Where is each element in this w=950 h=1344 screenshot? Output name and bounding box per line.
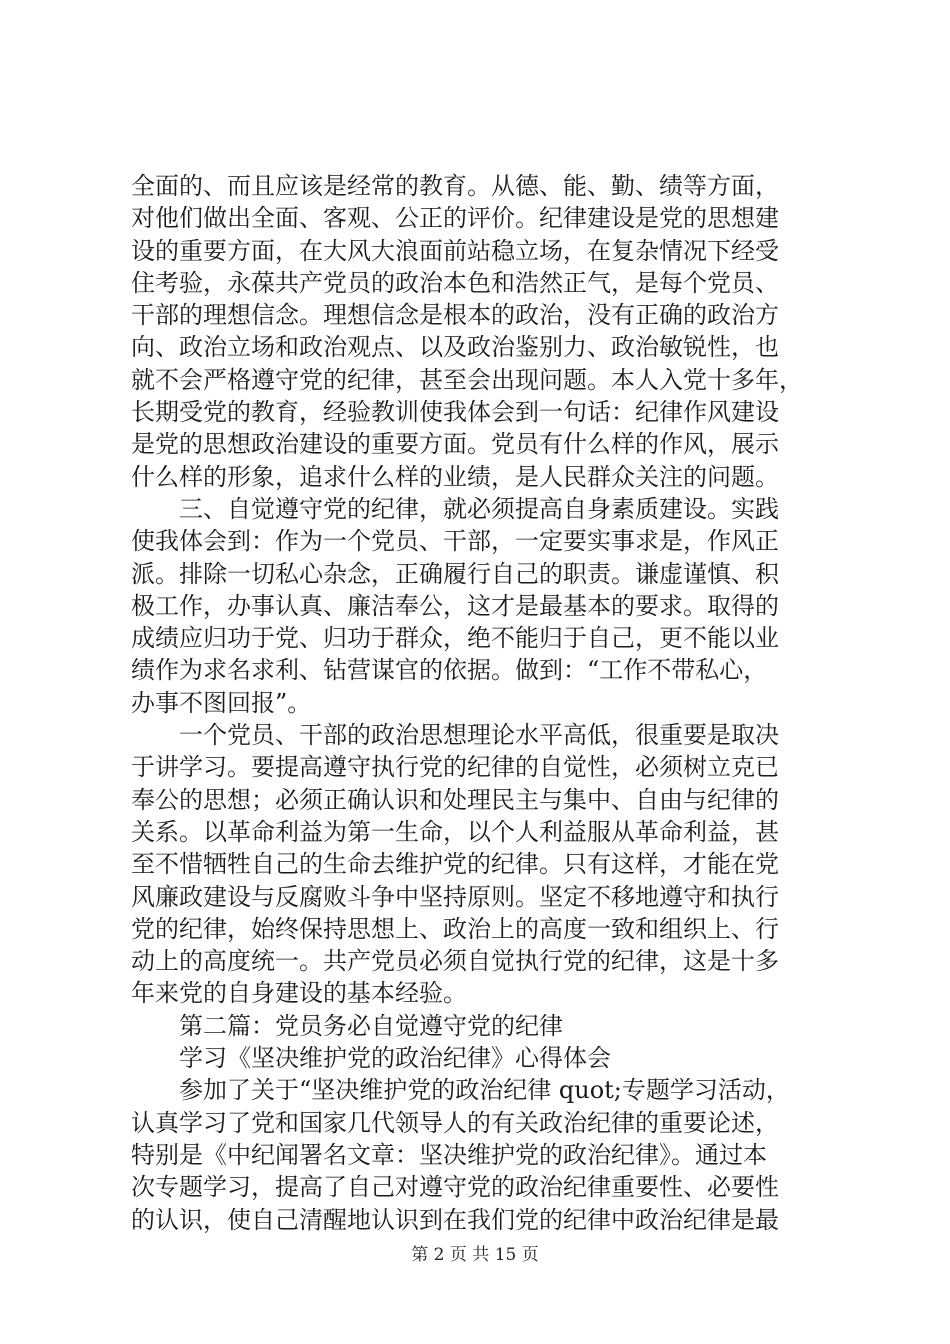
text-line: 成绩应归功于党、归功于群众，绝不能归于自己，更不能以业 [131, 624, 779, 653]
text-line: 一个党员、干部的政治思想理论水平高低，很重要是取决 [131, 721, 779, 750]
text-line: 向、政治立场和政治观点、以及政治鉴别力、政治敏锐性，也 [131, 333, 779, 362]
text-line: 参加了关于“坚决维护党的政治纪律 quot;专题学习活动， [131, 1076, 790, 1105]
page-footer: 第 2 页 共 15 页 [411, 1245, 539, 1265]
text-line: 关系。以革命利益为第一生命，以个人利益服从革命利益，甚 [131, 817, 779, 846]
text-line: 长期受党的教育，经验教训使我体会到一句话：纪律作风建设 [131, 398, 779, 427]
text-line: 认真学习了党和国家几代领导人的有关政治纪律的重要论述， [131, 1108, 779, 1137]
document-body [131, 170, 831, 1236]
text-line: 特别是《中纪闻署名文章：坚决维护党的政治纪律》。通过本 [131, 1140, 767, 1169]
text-line: 全面的、而且应该是经常的教育。从德、能、勤、绩等方面， [131, 172, 779, 200]
text-line: 就不会严格遵守党的纪律，甚至会出现问题。本人入党十多年， [131, 365, 803, 394]
text-line: 三、自觉遵守党的纪律，就必须提高自身素质建设。实践 [131, 494, 779, 523]
text-line: 对他们做出全面、客观、公正的评价。纪律建设是党的思想建 [131, 204, 779, 233]
text-line: 第二篇：党员务必自觉遵守党的纪律 [131, 1011, 563, 1040]
text-line: 的认识，使自己清醒地认识到在我们党的纪律中政治纪律是最 [131, 1205, 779, 1234]
text-line: 于讲学习。要提高遵守执行党的纪律的自觉性，必须树立克已 [131, 753, 779, 782]
text-line: 极工作，办事认真、廉洁奉公，这才是最基本的要求。取得的 [131, 591, 779, 620]
text-line: 学习《坚决维护党的政治纪律》心得体会 [131, 1044, 611, 1073]
text-line: 使我体会到：作为一个党员、干部，一定要实事求是，作风正 [131, 527, 779, 556]
text-line: 干部的理想信念。理想信念是根本的政治，没有正确的政治方 [131, 301, 779, 330]
text-line: 派。排除一切私心杂念，正确履行自己的职责。谦虚谨慎、积 [131, 559, 779, 588]
text-line: 住考验，永葆共产党员的政治本色和浩然正气，是每个党员、 [131, 268, 779, 297]
text-line: 绩作为求名求利、钻营谋官的依据。做到：“工作不带私心， [131, 656, 768, 685]
text-line: 风廉政建设与反腐败斗争中坚持原则。坚定不移地遵守和执行 [131, 882, 779, 911]
text-line: 动上的高度统一。共产党员必须自觉执行党的纪律，这是十多 [131, 947, 779, 976]
text-line: 党的纪律，始终保持思想上、政治上的高度一致和组织上、行 [131, 914, 779, 943]
text-line: 什么样的形象，追求什么样的业绩，是人民群众关注的问题。 [131, 462, 779, 491]
text-line: 次专题学习，提高了自己对遵守党的政治纪律重要性、必要性 [131, 1173, 779, 1202]
text-line: 是党的思想政治建设的重要方面。党员有什么样的作风，展示 [131, 430, 779, 459]
text-line: 年来党的自身建设的基本经验。 [131, 979, 467, 1008]
text-line: 办事不图回报”。 [131, 688, 312, 717]
text-line: 奉公的思想；必须正确认识和处理民主与集中、自由与纪律的 [131, 785, 779, 814]
text-line: 至不惜牺牲自己的生命去维护党的纪律。只有这样，才能在党 [131, 850, 779, 879]
text-line: 设的重要方面，在大风大浪面前站稳立场，在复杂情况下经受 [131, 236, 779, 265]
